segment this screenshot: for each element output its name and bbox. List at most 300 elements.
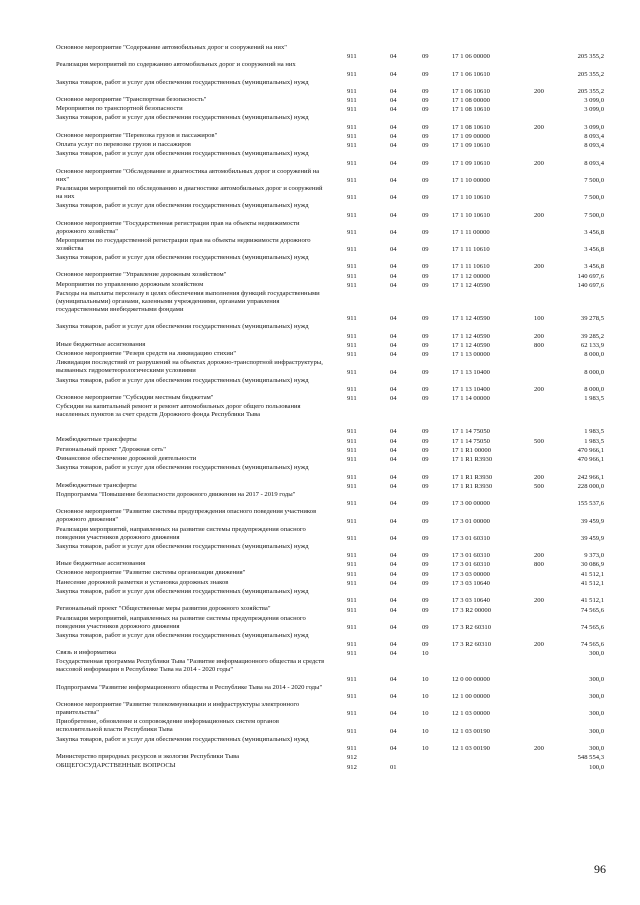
row-subsection: 09 <box>422 473 429 481</box>
row-amount: 41 512,1 <box>580 570 604 578</box>
row-target-article: 17 1 10 10610 <box>452 194 490 202</box>
row-section: 04 <box>390 159 397 167</box>
row-grp: 911 <box>347 693 357 701</box>
row-subsection: 10 <box>422 650 429 658</box>
row-target-article: 17 3 03 10640 <box>452 579 490 587</box>
row-amount: 7 500,0 <box>584 211 604 219</box>
row-grp: 911 <box>347 500 357 508</box>
row-section: 04 <box>390 272 397 280</box>
table-row <box>56 560 604 569</box>
row-target-article: 17 1 06 10610 <box>452 87 490 95</box>
row-section: 04 <box>390 579 397 587</box>
row-grp: 911 <box>347 351 357 359</box>
row-target-article: 17 1 13 00000 <box>452 351 490 359</box>
row-subsection: 09 <box>422 552 429 560</box>
row-target-article: 17 1 13 10400 <box>452 385 490 393</box>
row-section: 04 <box>390 473 397 481</box>
row-target-article: 12 0 00 00000 <box>452 675 490 683</box>
row-name: Закупка товаров, работ и услуг для обеспечения государственных (муниципальных) нужд <box>56 114 309 122</box>
table-row <box>56 632 604 649</box>
row-grp: 911 <box>347 534 357 542</box>
row-amount: 3 456,8 <box>584 228 604 236</box>
row-target-article: 12 1 03 00190 <box>452 744 490 752</box>
table-row <box>56 446 604 455</box>
row-subsection: 09 <box>422 623 429 631</box>
row-target-article: 17 1 10 10610 <box>452 211 490 219</box>
row-name: Основное мероприятие "Субсидии местным бюджетам" <box>56 393 214 401</box>
row-subsection: 09 <box>422 447 429 455</box>
row-grp: 911 <box>347 597 357 605</box>
row-target-article: 17 1 R1 R3930 <box>452 473 493 481</box>
row-target-article: 12 1 00 00000 <box>452 693 490 701</box>
row-grp: 911 <box>347 473 357 481</box>
row-amount: 39 459,9 <box>580 517 604 525</box>
row-section: 04 <box>390 606 397 614</box>
row-grp: 912 <box>347 763 357 771</box>
row-grp: 911 <box>347 710 357 718</box>
row-amount: 39 278,5 <box>580 315 604 323</box>
row-subsection: 09 <box>422 500 429 508</box>
row-target-article: 17 1 09 10610 <box>452 159 490 167</box>
row-target-article: 17 3 00 00000 <box>452 500 490 508</box>
row-amount: 8 093,4 <box>584 142 604 150</box>
row-subsection: 09 <box>422 70 429 78</box>
row-target-article: 17 1 12 40590 <box>452 315 490 323</box>
row-amount: 242 966,1 <box>577 473 604 481</box>
row-section: 04 <box>390 641 397 649</box>
table-row <box>56 350 604 359</box>
row-expense-type: 800 <box>534 561 544 569</box>
row-section: 04 <box>390 228 397 236</box>
row-target-article: 17 1 09 10610 <box>452 142 490 150</box>
row-section: 04 <box>390 133 397 141</box>
row-expense-type: 100 <box>534 315 544 323</box>
row-grp: 911 <box>347 133 357 141</box>
row-grp: 911 <box>347 142 357 150</box>
row-name: Реализация мероприятий по обследованию и диагностике автомобильных дорог и сооружений на них <box>56 184 323 200</box>
row-amount: 300,0 <box>589 650 604 658</box>
row-section: 04 <box>390 517 397 525</box>
row-amount: 155 537,6 <box>577 500 604 508</box>
row-grp: 911 <box>347 552 357 560</box>
table-row <box>56 79 604 96</box>
row-amount: 30 086,9 <box>580 561 604 569</box>
row-subsection: 09 <box>422 272 429 280</box>
row-grp: 911 <box>347 675 357 683</box>
row-section: 04 <box>390 534 397 542</box>
row-amount: 300,0 <box>589 675 604 683</box>
table-row <box>56 588 604 605</box>
row-name: Реализация мероприятий по содержанию автомобильных дорог и сооружений на них <box>56 61 296 69</box>
row-expense-type: 500 <box>534 437 544 445</box>
row-name: Региональный проект "Дорожная сеть" <box>56 445 166 453</box>
row-name: ОБЩЕГОСУДАРСТВЕННЫЕ ВОПРОСЫ <box>56 762 176 770</box>
row-amount: 3 099,0 <box>584 106 604 114</box>
row-grp: 911 <box>347 282 357 290</box>
row-target-article: 17 1 06 10610 <box>452 70 490 78</box>
row-amount: 62 133,9 <box>580 341 604 349</box>
row-target-article: 17 3 01 60310 <box>452 552 490 560</box>
row-subsection: 09 <box>422 517 429 525</box>
row-subsection: 09 <box>422 641 429 649</box>
row-name: Основное мероприятие "Транспортная безопасность" <box>56 95 207 103</box>
row-section: 01 <box>390 763 397 771</box>
table-row <box>56 96 604 105</box>
table-row <box>56 464 604 481</box>
table-row <box>56 323 604 340</box>
table-row <box>56 150 604 167</box>
row-section: 04 <box>390 561 397 569</box>
row-subsection: 10 <box>422 675 429 683</box>
row-name: Мероприятия по управлению дорожным хозяйством <box>56 280 204 288</box>
row-name: Закупка товаров, работ и услуг для обеспечения государственных (муниципальных) нужд <box>56 150 309 158</box>
table-row <box>56 185 604 202</box>
row-section: 04 <box>390 456 397 464</box>
table-row <box>56 132 604 141</box>
row-amount: 205 355,2 <box>577 53 604 61</box>
row-name: Иные бюджетные ассигнования <box>56 340 146 348</box>
row-section: 04 <box>390 385 397 393</box>
table-row <box>56 658 604 683</box>
row-grp: 911 <box>347 272 357 280</box>
row-name: Закупка товаров, работ и услуг для обеспечения государственных (муниципальных) нужд <box>56 323 309 331</box>
row-amount: 3 099,0 <box>584 97 604 105</box>
row-target-article: 17 3 R2 60310 <box>452 623 492 631</box>
row-grp: 911 <box>347 517 357 525</box>
table-row <box>56 526 604 543</box>
row-grp: 911 <box>347 385 357 393</box>
row-name: Закупка товаров, работ и услуг для обеспечения государственных (муниципальных) нужд <box>56 587 309 595</box>
row-subsection: 09 <box>422 142 429 150</box>
row-subsection: 09 <box>422 332 429 340</box>
row-amount: 1 983,5 <box>584 437 604 445</box>
row-subsection: 09 <box>422 106 429 114</box>
row-target-article: 17 3 01 60310 <box>452 534 490 542</box>
row-subsection: 09 <box>422 570 429 578</box>
row-grp: 911 <box>347 87 357 95</box>
row-section: 04 <box>390 597 397 605</box>
row-subsection: 09 <box>422 385 429 393</box>
row-name: Реализация мероприятий, направленных на развитие системы предупреждения опасного поведения участников дорожного движения <box>56 525 306 541</box>
row-expense-type: 800 <box>534 341 544 349</box>
row-name: Основное мероприятие "Развитие телекоммуникации и инфраструктуры электронного правительства" <box>56 701 300 717</box>
table-row <box>56 718 604 735</box>
row-target-article: 17 1 08 10610 <box>452 106 490 114</box>
row-subsection: 09 <box>422 341 429 349</box>
row-section: 04 <box>390 482 397 490</box>
row-subsection: 09 <box>422 315 429 323</box>
row-amount: 300,0 <box>589 710 604 718</box>
row-target-article: 17 1 12 40590 <box>452 341 490 349</box>
row-expense-type: 200 <box>534 123 544 131</box>
row-expense-type: 200 <box>534 744 544 752</box>
row-amount: 1 983,5 <box>584 395 604 403</box>
row-section: 04 <box>390 650 397 658</box>
table-row <box>56 168 604 185</box>
row-grp: 911 <box>347 70 357 78</box>
table-row <box>56 543 604 560</box>
row-grp: 911 <box>347 606 357 614</box>
table-row <box>56 736 604 753</box>
row-subsection: 10 <box>422 727 429 735</box>
row-amount: 41 512,1 <box>580 579 604 587</box>
table-row <box>56 762 604 771</box>
row-subsection: 09 <box>422 561 429 569</box>
row-amount: 300,0 <box>589 727 604 735</box>
row-name: Субсидии на капитальный ремонт и ремонт автомобильных дорог общего пользования населенных пунктов за счет средств Дорожного фонда Республики Тыва <box>56 403 301 419</box>
row-section: 04 <box>390 87 397 95</box>
table-row <box>56 114 604 131</box>
table-row <box>56 271 604 280</box>
table-row <box>56 482 604 491</box>
row-name: Основное мероприятие "Обследование и диагностика автомобильных дорог и сооружений на них" <box>56 167 320 183</box>
row-subsection: 09 <box>422 534 429 542</box>
table-row <box>56 569 604 578</box>
row-grp: 911 <box>347 744 357 752</box>
row-amount: 39 459,9 <box>580 534 604 542</box>
row-target-article: 17 3 R2 00000 <box>452 606 492 614</box>
table-row <box>56 341 604 350</box>
row-amount: 3 456,8 <box>584 246 604 254</box>
row-section: 04 <box>390 176 397 184</box>
row-amount: 548 554,3 <box>577 754 604 762</box>
row-grp: 912 <box>347 754 357 762</box>
row-subsection: 09 <box>422 482 429 490</box>
table-row <box>56 394 604 403</box>
row-section: 04 <box>390 332 397 340</box>
row-subsection: 09 <box>422 579 429 587</box>
row-amount: 100,0 <box>589 763 604 771</box>
row-subsection: 09 <box>422 428 429 436</box>
row-grp: 911 <box>347 623 357 631</box>
row-name: Основное мероприятие "Содержание автомобильных дорог и сооружений на них" <box>56 44 287 51</box>
row-section: 04 <box>390 263 397 271</box>
row-section: 04 <box>390 675 397 683</box>
row-grp: 911 <box>347 395 357 403</box>
row-name: Подпрограмма "Развитие информационного общества в Республике Тыва на 2014 - 2020 годы" <box>56 683 323 691</box>
row-subsection: 09 <box>422 211 429 219</box>
row-subsection: 09 <box>422 456 429 464</box>
table-row <box>56 579 604 588</box>
row-amount: 205 355,2 <box>577 70 604 78</box>
row-amount: 41 512,1 <box>580 597 604 605</box>
row-subsection: 09 <box>422 263 429 271</box>
row-subsection: 09 <box>422 194 429 202</box>
row-amount: 1 983,5 <box>584 428 604 436</box>
row-target-article: 12 1 03 00000 <box>452 710 490 718</box>
row-amount: 9 373,0 <box>584 552 604 560</box>
row-target-article: 17 1 14 00000 <box>452 395 490 403</box>
row-target-article: 17 1 R1 R3930 <box>452 456 493 464</box>
row-name: Мероприятия по государственной регистрации прав на объекты недвижимости дорожного хозяйства <box>56 236 311 252</box>
row-amount: 7 500,0 <box>584 176 604 184</box>
table-row <box>56 701 604 718</box>
row-name: Основное мероприятие "Перевозка грузов и пассажиров" <box>56 131 218 139</box>
table-row <box>56 377 604 394</box>
row-expense-type: 200 <box>534 263 544 271</box>
table-row <box>56 436 604 445</box>
row-section: 04 <box>390 693 397 701</box>
row-name: Основное мероприятие "Развитие системы организации движения" <box>56 569 246 577</box>
row-expense-type: 200 <box>534 473 544 481</box>
row-subsection: 10 <box>422 744 429 752</box>
row-amount: 74 565,6 <box>580 641 604 649</box>
table-row <box>56 202 604 219</box>
row-amount: 3 456,8 <box>584 263 604 271</box>
row-subsection: 10 <box>422 710 429 718</box>
row-subsection: 09 <box>422 176 429 184</box>
row-name: Реализация мероприятий, направленных на развитие системы предупреждения опасного поведения участников дорожного движения <box>56 614 306 630</box>
table-row <box>56 359 604 376</box>
row-section: 04 <box>390 246 397 254</box>
row-expense-type: 200 <box>534 641 544 649</box>
row-section: 04 <box>390 710 397 718</box>
row-subsection: 10 <box>422 693 429 701</box>
row-section: 04 <box>390 552 397 560</box>
row-name: Приобретение, обновление и сопровождение информационных систем органов исполнительной власти Республики Тыва <box>56 718 279 734</box>
row-section: 04 <box>390 341 397 349</box>
row-grp: 911 <box>347 315 357 323</box>
row-section: 04 <box>390 70 397 78</box>
row-grp: 911 <box>347 650 357 658</box>
table-row <box>56 141 604 150</box>
row-amount: 300,0 <box>589 744 604 752</box>
row-name: Оплата услуг по перевозке грузов и пассажиров <box>56 141 191 149</box>
row-amount: 140 697,6 <box>577 282 604 290</box>
row-amount: 74 565,6 <box>580 606 604 614</box>
row-amount: 8 000,0 <box>584 351 604 359</box>
table-row <box>56 44 604 61</box>
row-name: Основное мероприятие "Резерв средств на ликвидацию стихии" <box>56 349 237 357</box>
row-section: 04 <box>390 106 397 114</box>
row-subsection: 09 <box>422 246 429 254</box>
row-amount: 8 093,4 <box>584 133 604 141</box>
table-row <box>56 508 604 525</box>
row-name: Финансовое обеспечение дорожной деятельности <box>56 455 197 463</box>
table-row <box>56 105 604 114</box>
row-section: 04 <box>390 500 397 508</box>
row-amount: 470 966,1 <box>577 447 604 455</box>
row-section: 04 <box>390 623 397 631</box>
budget-table <box>56 44 604 772</box>
row-amount: 205 355,2 <box>577 87 604 95</box>
row-target-article: 17 3 03 10640 <box>452 597 490 605</box>
row-expense-type: 200 <box>534 211 544 219</box>
row-grp: 911 <box>347 159 357 167</box>
row-name: Закупка товаров, работ и услуг для обеспечения государственных (муниципальных) нужд <box>56 376 309 384</box>
row-name: Закупка товаров, работ и услуг для обеспечения государственных (муниципальных) нужд <box>56 254 309 262</box>
row-name: Иные бюджетные ассигнования <box>56 560 146 568</box>
row-target-article: 17 1 13 10400 <box>452 368 490 376</box>
row-name: Основное мероприятие "Государственная регистрация прав на объекты недвижимости дорожного хозяйства" <box>56 219 300 235</box>
row-subsection: 09 <box>422 53 429 61</box>
row-subsection: 09 <box>422 437 429 445</box>
row-name: Основное мероприятие "Развитие системы предупреждения опасного поведения участников дорожного движения" <box>56 508 317 524</box>
row-name: Связь и информатика <box>56 649 117 657</box>
table-row <box>56 605 604 614</box>
row-name: Закупка товаров, работ и услуг для обеспечения государственных (муниципальных) нужд <box>56 542 309 550</box>
row-grp: 911 <box>347 263 357 271</box>
row-grp: 911 <box>347 123 357 131</box>
row-section: 04 <box>390 351 397 359</box>
row-target-article: 17 1 12 00000 <box>452 272 490 280</box>
row-expense-type: 200 <box>534 332 544 340</box>
row-amount: 470 966,1 <box>577 456 604 464</box>
row-expense-type: 200 <box>534 552 544 560</box>
row-section: 04 <box>390 570 397 578</box>
row-section: 04 <box>390 727 397 735</box>
row-target-article: 17 3 01 00000 <box>452 517 490 525</box>
row-subsection: 09 <box>422 606 429 614</box>
row-name: Нанесение дорожной разметки и установка дорожных знаков <box>56 578 229 586</box>
row-subsection: 09 <box>422 123 429 131</box>
row-amount: 74 565,6 <box>580 623 604 631</box>
row-subsection: 09 <box>422 228 429 236</box>
table-row <box>56 753 604 762</box>
row-amount: 3 099,0 <box>584 123 604 131</box>
row-subsection: 09 <box>422 597 429 605</box>
row-name: Основное мероприятие "Управление дорожным хозяйством" <box>56 271 227 279</box>
row-name: Закупка товаров, работ и услуг для обеспечения государственных (муниципальных) нужд <box>56 78 309 86</box>
row-section: 04 <box>390 282 397 290</box>
row-name: Закупка товаров, работ и услуг для обеспечения государственных (муниципальных) нужд <box>56 464 309 472</box>
row-grp: 911 <box>347 341 357 349</box>
row-subsection: 09 <box>422 97 429 105</box>
row-amount: 7 500,0 <box>584 194 604 202</box>
row-grp: 911 <box>347 97 357 105</box>
row-section: 04 <box>390 142 397 150</box>
table-row <box>56 281 604 290</box>
table-row <box>56 649 604 658</box>
row-target-article: 17 3 01 60310 <box>452 561 490 569</box>
row-section: 04 <box>390 211 397 219</box>
row-grp: 911 <box>347 246 357 254</box>
row-section: 04 <box>390 395 397 403</box>
row-grp: 911 <box>347 228 357 236</box>
row-target-article: 17 1 08 10610 <box>452 123 490 131</box>
row-name: Министерство природных ресурсов и экологии Республики Тыва <box>56 752 240 760</box>
row-grp: 911 <box>347 561 357 569</box>
row-target-article: 17 1 10 00000 <box>452 176 490 184</box>
row-target-article: 17 1 11 10610 <box>452 263 490 271</box>
row-grp: 911 <box>347 332 357 340</box>
row-section: 04 <box>390 315 397 323</box>
row-grp: 911 <box>347 579 357 587</box>
row-expense-type: 500 <box>534 482 544 490</box>
row-target-article: 17 1 12 40590 <box>452 332 490 340</box>
row-name: Закупка товаров, работ и услуг для обеспечения государственных (муниципальных) нужд <box>56 735 309 743</box>
table-row <box>56 254 604 271</box>
row-subsection: 09 <box>422 159 429 167</box>
row-amount: 8 000,0 <box>584 385 604 393</box>
row-name: Ликвидация последствий от разрушений на объектах дорожно-транспортной инфраструктуры, вызванных гидрометеорологическими условиями <box>56 359 323 375</box>
row-section: 04 <box>390 447 397 455</box>
row-grp: 911 <box>347 727 357 735</box>
row-target-article: 17 1 14 75050 <box>452 428 490 436</box>
row-amount: 8 093,4 <box>584 159 604 167</box>
row-name: Межбюджетные трансферты <box>56 436 137 444</box>
row-subsection: 09 <box>422 351 429 359</box>
table-row <box>56 61 604 78</box>
table-row <box>56 220 604 237</box>
row-target-article: 12 1 03 00190 <box>452 727 490 735</box>
row-target-article: 17 1 R1 R3930 <box>452 482 493 490</box>
row-section: 04 <box>390 123 397 131</box>
row-target-article: 17 1 11 00000 <box>452 228 490 236</box>
row-target-article: 17 1 06 00000 <box>452 53 490 61</box>
row-grp: 911 <box>347 368 357 376</box>
row-amount: 140 697,6 <box>577 272 604 280</box>
